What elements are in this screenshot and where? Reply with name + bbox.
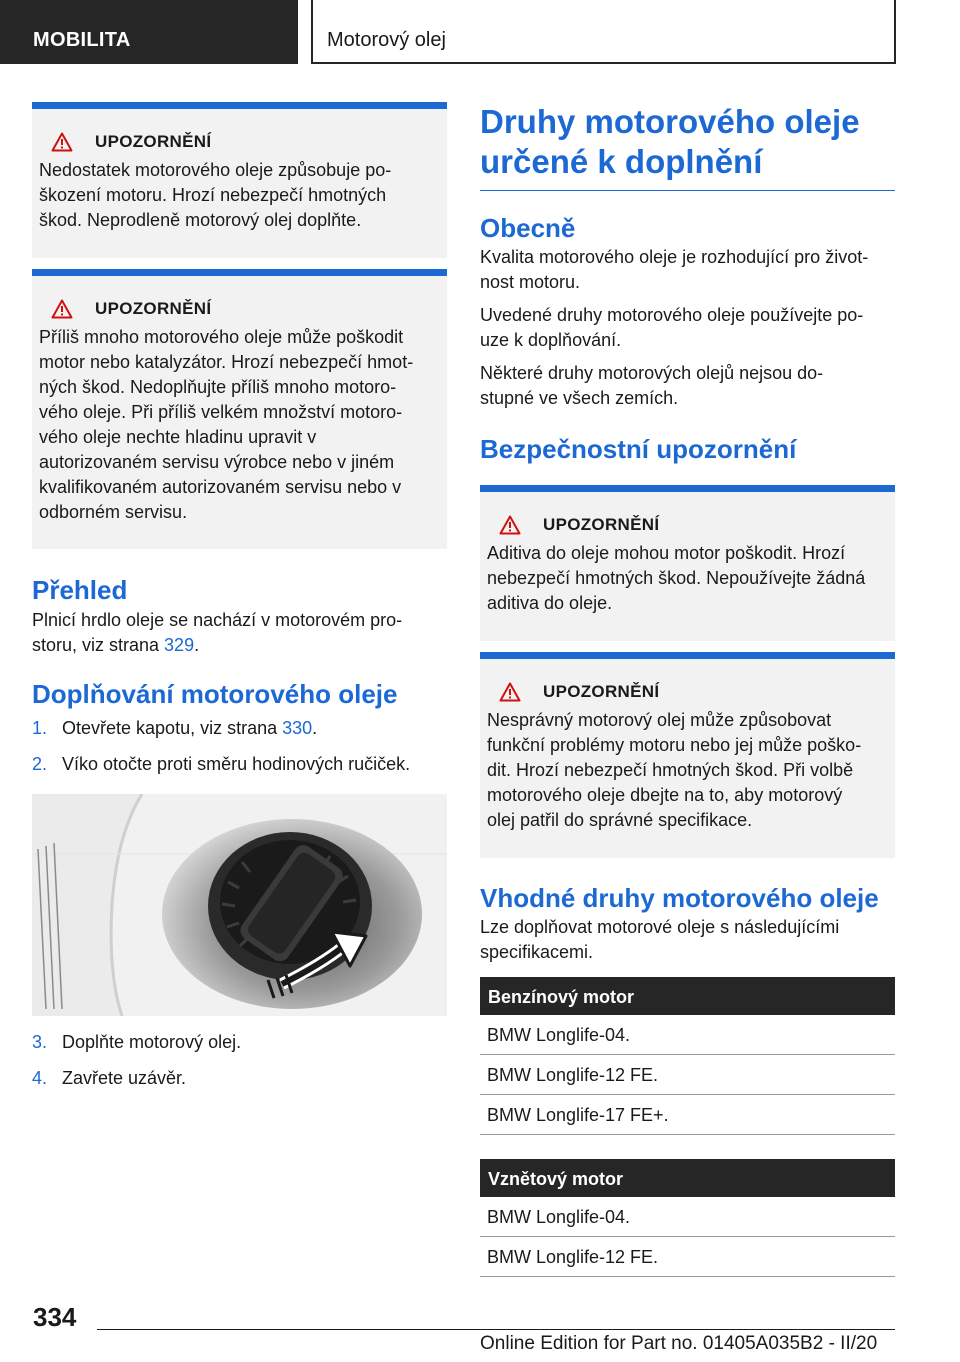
warning-title: UPOZORNĚNÍ bbox=[543, 682, 660, 701]
oil-cap-image bbox=[32, 794, 447, 1016]
warning-text-line: motor nebo katalyzátor. Hrozí nebezpečí hmot- bbox=[39, 352, 414, 372]
text-line: Uvedené druhy motorového oleje používejte po- bbox=[480, 305, 864, 325]
petrol-spec-table bbox=[480, 977, 895, 1135]
warning-text-line: autorizovaném servisu výrobce nebo v jiném bbox=[39, 452, 395, 472]
warning-title: UPOZORNĚNÍ bbox=[543, 515, 660, 534]
warning-box-additives bbox=[480, 485, 895, 641]
warning-text-line: funkční problémy motoru nebo jej může poško- bbox=[487, 735, 862, 755]
list-item: 2. Víko otočte proti směru hodinových ručiček. bbox=[32, 754, 411, 774]
warning-text-line: Nedostatek motorového oleje způsobuje po- bbox=[39, 160, 392, 180]
warning-text-line: olej patřil do správné specifikace. bbox=[487, 810, 753, 830]
text-line: stupné ve všech zemích. bbox=[480, 388, 679, 408]
right-column bbox=[480, 102, 895, 1277]
diesel-spec-table bbox=[480, 1159, 895, 1277]
section-tab: MOBILITA bbox=[0, 0, 298, 64]
heading-overview: Přehled bbox=[32, 575, 128, 605]
warning-text-line: škod. Neprodleně motorový olej doplňte. bbox=[39, 210, 362, 230]
warning-text-line: Nesprávný motorový olej může způsobovat bbox=[487, 710, 832, 730]
warning-triangle-icon bbox=[51, 299, 73, 319]
warning-text-line: škození motoru. Hrozí nebezpečí hmotných bbox=[39, 185, 387, 205]
page-number: 334 bbox=[33, 1302, 77, 1332]
table-row: BMW Longlife-04. bbox=[480, 1015, 895, 1055]
warning-text-line: motorového oleje dbejte na to, aby motorový bbox=[487, 785, 843, 805]
warning-text-line: kvalifikovaném autorizovaném servisu nebo v bbox=[39, 477, 402, 497]
overview-text bbox=[32, 608, 447, 658]
page-main-title: Druhy motorového oleje určené k doplnění bbox=[480, 102, 895, 191]
warning-triangle-icon bbox=[499, 682, 521, 702]
heading-general: Obecně bbox=[480, 213, 576, 243]
warning-text-line: odborném servisu. bbox=[39, 502, 188, 522]
warning-text-line: Příliš mnoho motorového oleje může poškodit bbox=[39, 327, 404, 347]
text-line: storu, viz strana 329. bbox=[32, 635, 200, 655]
warning-title: UPOZORNĚNÍ bbox=[95, 299, 212, 318]
warning-text-line: dit. Hrozí nebezpečí hmotných škod. Při volbě bbox=[487, 760, 854, 780]
oil-cap-illustration bbox=[32, 794, 447, 1016]
text-line: Plnicí hrdlo oleje se nachází v motorovém pro- bbox=[32, 610, 403, 630]
warning-text-line: Aditiva do oleje mohou motor poškodit. Hrozí bbox=[487, 543, 846, 563]
page-link-330[interactable]: 330 bbox=[282, 718, 313, 738]
table-row: BMW Longlife-17 FE+. bbox=[480, 1095, 895, 1135]
warning-text-line: vého oleje nechte hladinu upravit v bbox=[39, 427, 317, 447]
refill-steps-continued bbox=[32, 1030, 447, 1091]
heading-safety: Bezpečnostní upozornění bbox=[480, 434, 797, 464]
text-line: Některé druhy motorových olejů nejsou do- bbox=[480, 363, 824, 383]
warning-text-line: vého oleje. Při příliš velkém množství motoro- bbox=[39, 402, 403, 422]
page-link-329[interactable]: 329 bbox=[164, 635, 195, 655]
warning-title: UPOZORNĚNÍ bbox=[95, 132, 212, 151]
table-row: BMW Longlife-12 FE. bbox=[480, 1237, 895, 1277]
text-line: Lze doplňovat motorové oleje s následujícími bbox=[480, 917, 840, 937]
heading-suitable-oils: Vhodné druhy motorového oleje bbox=[480, 883, 879, 913]
table-row: BMW Longlife-12 FE. bbox=[480, 1055, 895, 1095]
table-header: Benzínový motor bbox=[480, 977, 895, 1015]
text-line: uze k doplňování. bbox=[480, 330, 622, 350]
list-item: 3. Doplňte motorový olej. bbox=[32, 1032, 242, 1052]
warning-text-line: nebezpečí hmotných škod. Nepoužívejte žádná bbox=[487, 568, 866, 588]
warning-box-low-oil bbox=[32, 102, 447, 258]
general-text bbox=[480, 245, 895, 411]
warning-text-line: ných škod. Nedoplňujte příliš mnoho motoro- bbox=[39, 377, 397, 397]
suitable-text bbox=[480, 915, 895, 965]
edition-info: Online Edition for Part no. 01405A035B2 - II/20 bbox=[480, 1333, 878, 1354]
heading-refill: Doplňování motorového oleje bbox=[32, 679, 398, 709]
text-line: specifikacemi. bbox=[480, 942, 594, 962]
warning-triangle-icon bbox=[499, 515, 521, 535]
list-item: 4. Zavřete uzávěr. bbox=[32, 1068, 187, 1088]
left-column bbox=[32, 102, 447, 1102]
text-line: nost motoru. bbox=[480, 272, 581, 292]
warning-box-overfill bbox=[32, 269, 447, 549]
table-row: BMW Longlife-04. bbox=[480, 1197, 895, 1237]
warning-box-wrong-oil bbox=[480, 652, 895, 858]
refill-steps bbox=[32, 716, 447, 777]
warning-triangle-icon bbox=[51, 132, 73, 152]
table-header: Vznětový motor bbox=[480, 1159, 895, 1197]
warning-text-line: aditiva do oleje. bbox=[487, 593, 613, 613]
chapter-title: Motorový olej bbox=[311, 0, 896, 64]
text-line: Kvalita motorového oleje je rozhodující pro život- bbox=[480, 247, 869, 267]
list-item: 1. Otevřete kapotu, viz strana 330. bbox=[32, 718, 318, 738]
footer-divider bbox=[97, 1329, 895, 1330]
